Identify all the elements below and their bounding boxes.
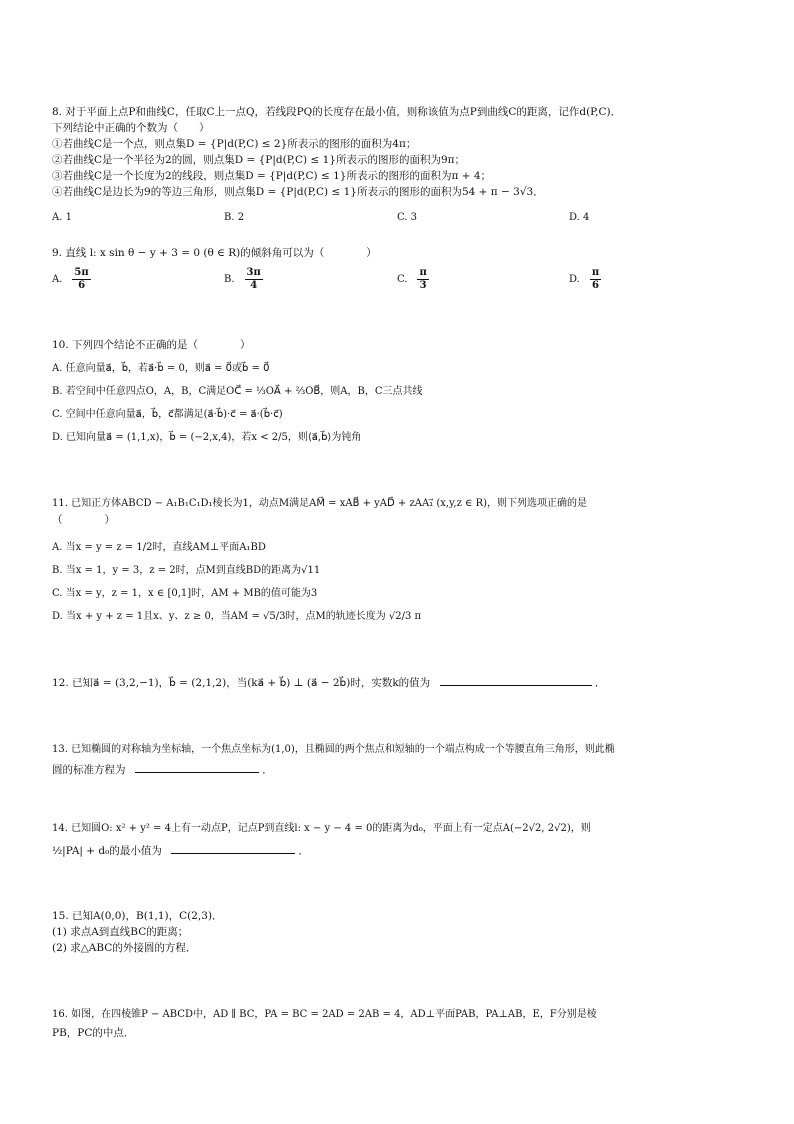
question-13 <box>52 740 752 780</box>
q9-option-c[interactable] <box>397 267 429 292</box>
question-11 <box>52 496 752 628</box>
q9-option-b-letter: B. <box>224 273 235 285</box>
question-10 <box>52 334 752 449</box>
q11-option-b[interactable]: B. 当x = 1，y = 3，z = 2时，点M到直线BD的距离为√11 <box>52 565 321 576</box>
q9-option-c-numerator: π <box>419 267 427 278</box>
q10-option-b[interactable]: B. 若空间中任意四点O，A，B，C满足OC⃗ = ⅓OA⃗ + ⅔OB⃗，则A，B，C三点共线 <box>52 386 423 397</box>
q9-option-b[interactable] <box>224 267 263 292</box>
q8-statement-4: ④若曲线C是边长为9的等边三角形，则点集D = {P|d(P,C) ≤ 1}所表示的图形的面积为54 + π − 3√3． <box>52 186 544 198</box>
q10-option-a[interactable]: A. 任意向量a⃗，b⃗，若a⃗·b⃗ = 0，则a⃗ = 0⃗或b⃗ = 0⃗ <box>52 363 270 374</box>
q16-line2: PB，PC的中点． <box>52 1027 135 1039</box>
question-16 <box>52 1005 752 1043</box>
q9-option-d-denominator: 6 <box>592 280 599 291</box>
q9-options <box>52 267 752 297</box>
q9-stem: 9. 直线 l: x sin θ − y + 3 = 0 (θ ∈ R)的倾斜角可以为（ ） <box>52 247 377 259</box>
q8-option-a[interactable]: A. 1 <box>52 212 72 223</box>
q8-statement-1: ①若曲线C是一个点，则点集D = {P|d(P,C) ≤ 2}所表示的图形的面积为4π； <box>52 138 417 150</box>
q8-option-c[interactable]: C. 3 <box>397 212 418 223</box>
q9-option-a-letter: A. <box>52 273 63 285</box>
question-8 <box>52 104 752 228</box>
q9-option-a-denominator: 6 <box>78 280 86 291</box>
q11-option-c[interactable]: C. 当x = y，z = 1，x ∈ [0,1]时，AM + MB的值可能为3 <box>52 588 318 599</box>
q8-stem-line1: 8. 对于平面上点P和曲线C，任取C上一点Q，若线段PQ的长度存在最小值，则称该值为点P到曲线C的距离，记作d(P,C)． <box>52 106 622 118</box>
q10-stem: 10. 下列四个结论不正确的是（ ） <box>52 339 251 351</box>
q9-option-c-denominator: 3 <box>419 280 427 291</box>
q8-statement-2: ②若曲线C是一个半径为2的圆，则点集D = {P|d(P,C) ≤ 1}所表示的图形的面积为9π； <box>52 154 466 166</box>
q13-answer-blank[interactable] <box>135 761 259 773</box>
q8-stem-line2: 下列结论中正确的个数为（ ） <box>52 122 210 134</box>
q12-end: ． <box>594 677 606 689</box>
q9-option-b-numerator: 3π <box>246 267 261 278</box>
q14-answer-blank[interactable] <box>171 842 295 854</box>
q15-part-1: (1) 求点A到直线BC的距离； <box>52 926 189 938</box>
q9-option-a-numerator: 5π <box>74 267 89 278</box>
q14-line1: 14. 已知圆O: x² + y² = 4上有一动点P，记点P到直线l: x − y − 4 = 0的距离为d₀，平面上有一定点A(−2√2, 2√2)，则 <box>52 823 591 834</box>
q10-option-c[interactable]: C. 空间中任意向量a⃗，b⃗，c⃗都满足(a⃗·b⃗)·c⃗ = a⃗·(b⃗·c⃗) <box>52 409 283 420</box>
q9-option-a-fraction <box>72 267 90 292</box>
q13-end: ． <box>262 764 273 776</box>
q9-option-b-fraction <box>245 267 263 292</box>
q13-line2 <box>52 760 752 780</box>
q8-option-d[interactable]: D. 4 <box>569 212 590 223</box>
question-12 <box>52 674 752 691</box>
q11-option-d[interactable]: D. 当x + y + z = 1且x、y、z ≥ 0，当AM = √5/3时，点M的轨迹长度为 √2/3 π <box>52 611 422 622</box>
q8-option-b[interactable]: B. 2 <box>224 212 245 223</box>
q11-stem-line1: 11. 已知正方体ABCD − A₁B₁C₁D₁棱长为1，动点M满足AM⃗ = xAB⃗ + yAD⃗ + zAA₁⃗ (x,y,z ∈ R)，则下列选项正确的是 <box>52 498 588 509</box>
q9-option-d-fraction <box>590 267 601 292</box>
q12-line <box>52 674 752 691</box>
q11-option-a[interactable]: A. 当x = y = z = 1/2时，直线AM⊥平面A₁BD <box>52 542 266 553</box>
q9-option-a[interactable] <box>52 267 91 292</box>
q12-stem: 12. 已知a⃗ = (3,2,−1)，b⃗ = (2,1,2)，当(ka⃗ + b⃗) ⊥ (a⃗ − 2b⃗)时，实数k的值为 <box>52 677 431 689</box>
q13-line1: 13. 已知椭圆的对称轴为坐标轴，一个焦点坐标为(1,0)，且椭圆的两个焦点和短轴的一个端点构成一个等腰直角三角形，则此椭 <box>52 744 615 755</box>
q14-line2 <box>52 840 752 862</box>
q9-option-d[interactable] <box>569 267 601 292</box>
q15-stem: 15. 已知A(0,0)，B(1,1)，C(2,3)． <box>52 910 223 922</box>
q9-option-c-letter: C. <box>397 273 408 285</box>
question-9 <box>52 245 752 297</box>
q8-options <box>52 210 752 228</box>
q9-option-d-letter: D. <box>569 273 580 285</box>
q14-stem-end: ½|PA| + d₀的最小值为 <box>52 845 162 857</box>
q11-stem-line2: （ ） <box>52 514 115 526</box>
q10-option-d[interactable]: D. 已知向量a⃗ = (1,1,x)，b⃗ = (−2,x,4)，若x < 2/5，则⟨a⃗,b⃗⟩为钝角 <box>52 432 362 443</box>
q8-statement-3: ③若曲线C是一个长度为2的线段，则点集D = {P|d(P,C) ≤ 1}所表示的图形的面积为π + 4； <box>52 170 491 182</box>
q9-option-b-denominator: 4 <box>250 280 258 291</box>
q13-stem-end: 圆的标准方程为 <box>52 764 126 776</box>
q11-options <box>52 536 752 628</box>
q16-line1: 16. 如图，在四棱锥P − ABCD中，AD ∥ BC，PA = BC = 2AD = 2AB = 4，AD⊥平面PAB，PA⊥AB，E，F分别是棱 <box>52 1009 597 1020</box>
q12-answer-blank[interactable] <box>440 674 592 686</box>
question-14 <box>52 818 752 862</box>
q15-part-2: (2) 求△ABC的外接圆的方程． <box>52 942 197 954</box>
q9-option-c-fraction <box>417 267 428 292</box>
q9-option-d-numerator: π <box>591 267 600 278</box>
q14-end: ． <box>298 845 310 857</box>
question-15 <box>52 908 752 956</box>
